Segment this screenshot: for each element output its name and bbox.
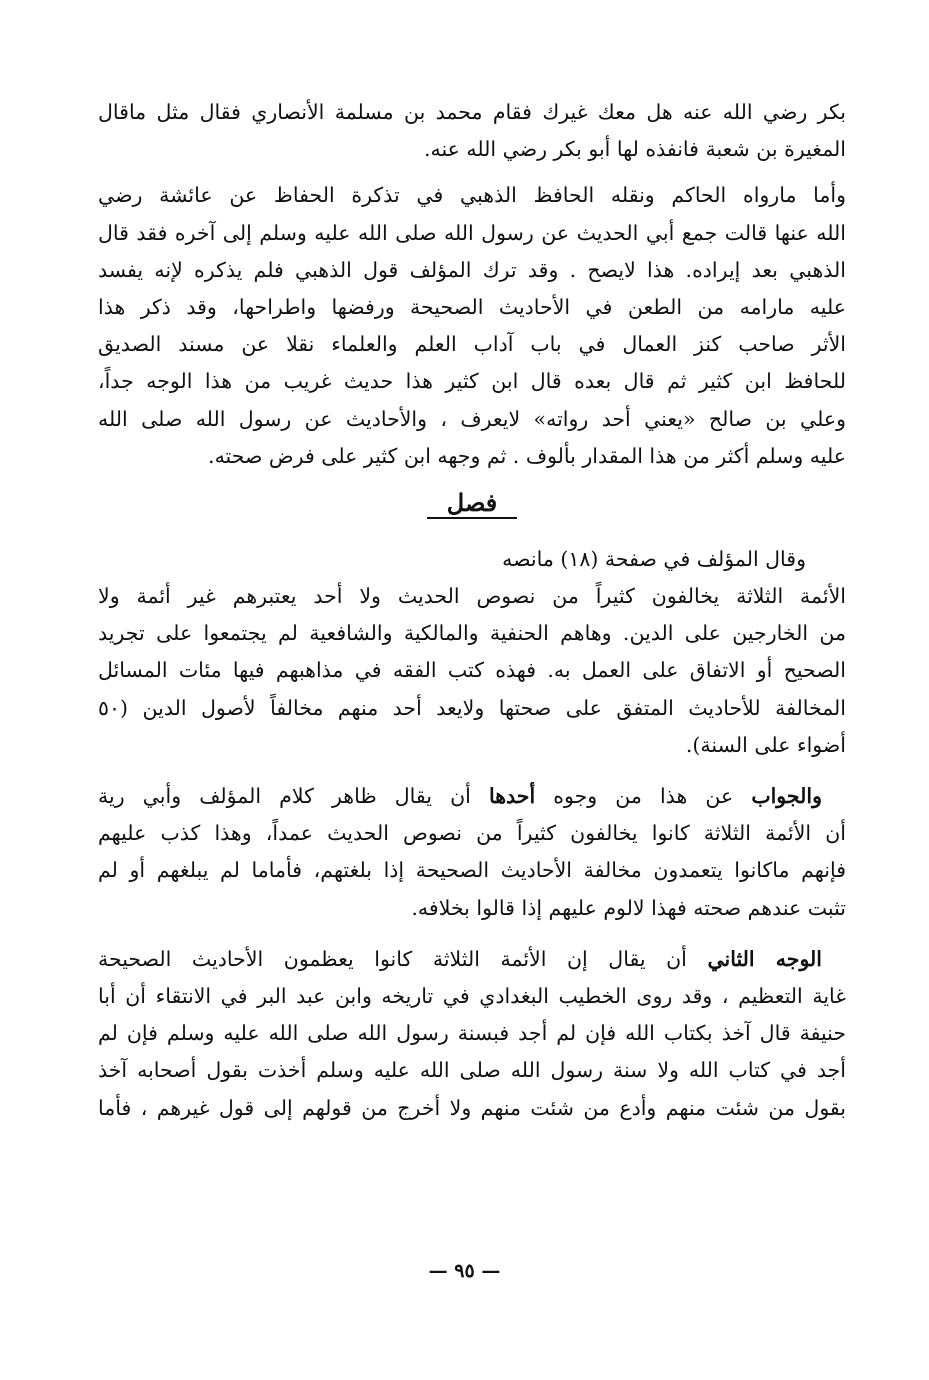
paragraph-second-aspect: [98, 941, 846, 1127]
text-line: الذهبي بعد إيراده. هذا لايصح . وقد ترك المؤلف قول الذهبي فلم يذكره لإنه يفسد: [98, 257, 846, 282]
text-line: من الخارجين على الدين. وهاهم الحنفية والمالكية والشافعية لم يجتمعوا على تجريد: [98, 621, 846, 646]
text-line: وأما مارواه الحاكم ونقله الحافظ الذهبي في تذكرة الحفاظ عن عائشة رضي: [98, 183, 846, 208]
paragraph-2: [98, 177, 846, 475]
paragraph-quote: [98, 578, 846, 764]
text-line: أن الأئمة الثلاثة كانوا يخالفون كثيراً من نصوص الحديث عمداً، وهذا كذب عليهم: [98, 821, 846, 846]
text-line: عليه مارامه من الطعن في الأحاديث الصحيحة ورفضها واطراحها، وقد ذكر هذا: [98, 294, 846, 319]
text-line: أجد في كتاب الله ولا سنة رسول الله صلى الله عليه وسلم أخذت بقول أصحابه آخذ: [98, 1058, 846, 1083]
bold-lead: الوجه الثاني: [707, 946, 822, 971]
inline-text: عن هذا من وجوه: [535, 784, 752, 808]
section-heading: [98, 481, 846, 537]
text-line: للحافظ ابن كثير ثم قال بعده قال ابن كثير هذا حديث غريب من هذا الوجه جداً،: [98, 369, 846, 394]
text-line: وعلي بن صالح «يعني أحد رواته» لايعرف ، والأحاديث عن رسول الله صلى الله: [98, 406, 846, 431]
text-line: الله عنها قالت جمع أبي الحديث عن رسول الله صلى الله عليه وسلم إلى آخره فقد قال: [98, 220, 846, 245]
inline-text: أن يقال إن الأئمة الثلاثة كانوا يعظمون الأحاديث الصحيحة: [98, 946, 708, 971]
text-line: تثبت عندهم صحته فهذا لالوم عليهم إذا قالوا بخلافه.: [411, 895, 846, 920]
text-line: غاية التعظيم ، وقد روى الخطيب البغدادي في تاريخه وابن عبد البر في الانتقاء أن أبا: [98, 983, 846, 1008]
heading-underline: [427, 517, 517, 519]
text-line: وقال المؤلف في صفحة (١٨) مانصه: [502, 546, 806, 571]
text-line: عليه وسلم أكثر من هذا المقدار بألوف . ثم وجهه ابن كثير على فرض صحته.: [208, 443, 846, 468]
text-line: الأئمة الثلاثة يخالفون كثيراً من نصوص الحديث ولا أحد يعتبرهم غير أئمة ولا: [98, 584, 846, 609]
text-line: الأثر صاحب كنز العمال في باب آداب العلم والعلماء نقلا عن مسند الصديق: [98, 332, 846, 357]
paragraph-1: [98, 94, 846, 168]
section-heading-text: [427, 481, 517, 525]
text-line: بكر رضي الله عنه هل معك غيرك فقام محمد بن مسلمة الأنصاري فقال مثل ماقال: [98, 100, 846, 124]
text-line: المغيرة بن شعبة فانفذه لها أبو بكر رضي الله عنه.: [423, 137, 846, 162]
text-line: حنيفة قال آخذ بكتاب الله فإن لم أجد فبسنة رسول الله صلى الله عليه وسلم فإن لم: [98, 1021, 846, 1046]
text-line: [98, 941, 846, 978]
text-line: بقول من شئت منهم وأدع من شئت منهم ولا أخرج من قولهم إلى قول غيرهم ، فأما: [98, 1095, 846, 1120]
bold-lead: والجواب: [751, 784, 822, 808]
page-number: — ٩٥ —: [428, 1260, 501, 1282]
page-body: [98, 94, 846, 1127]
heading-label: فصل: [446, 487, 498, 517]
paragraph-answer: [98, 778, 846, 927]
text-line: أضواء على السنة).: [685, 732, 846, 757]
text-line: فإنهم ماكانوا يتعمدون مخالفة الأحاديث الصحيحة إذا بلغتهم، فأماما لم يبلغهم أو لم: [98, 858, 846, 883]
paragraph-3: [98, 541, 846, 578]
inline-text: أن يقال ظاهر كلام المؤلف وأبي رية: [98, 784, 489, 808]
text-line: [98, 778, 846, 815]
text-line: المخالفة للأحاديث المتفق على صحتها ولايعد أحد منهم مخالفاً لأصول الدين (٥٠: [98, 695, 846, 720]
bold-lead: أحدها: [488, 784, 536, 808]
text-line: الصحيح أو الاتفاق على العمل به. فهذه كتب الفقه في مذاهبهم فيها مئات المسائل: [98, 658, 846, 683]
